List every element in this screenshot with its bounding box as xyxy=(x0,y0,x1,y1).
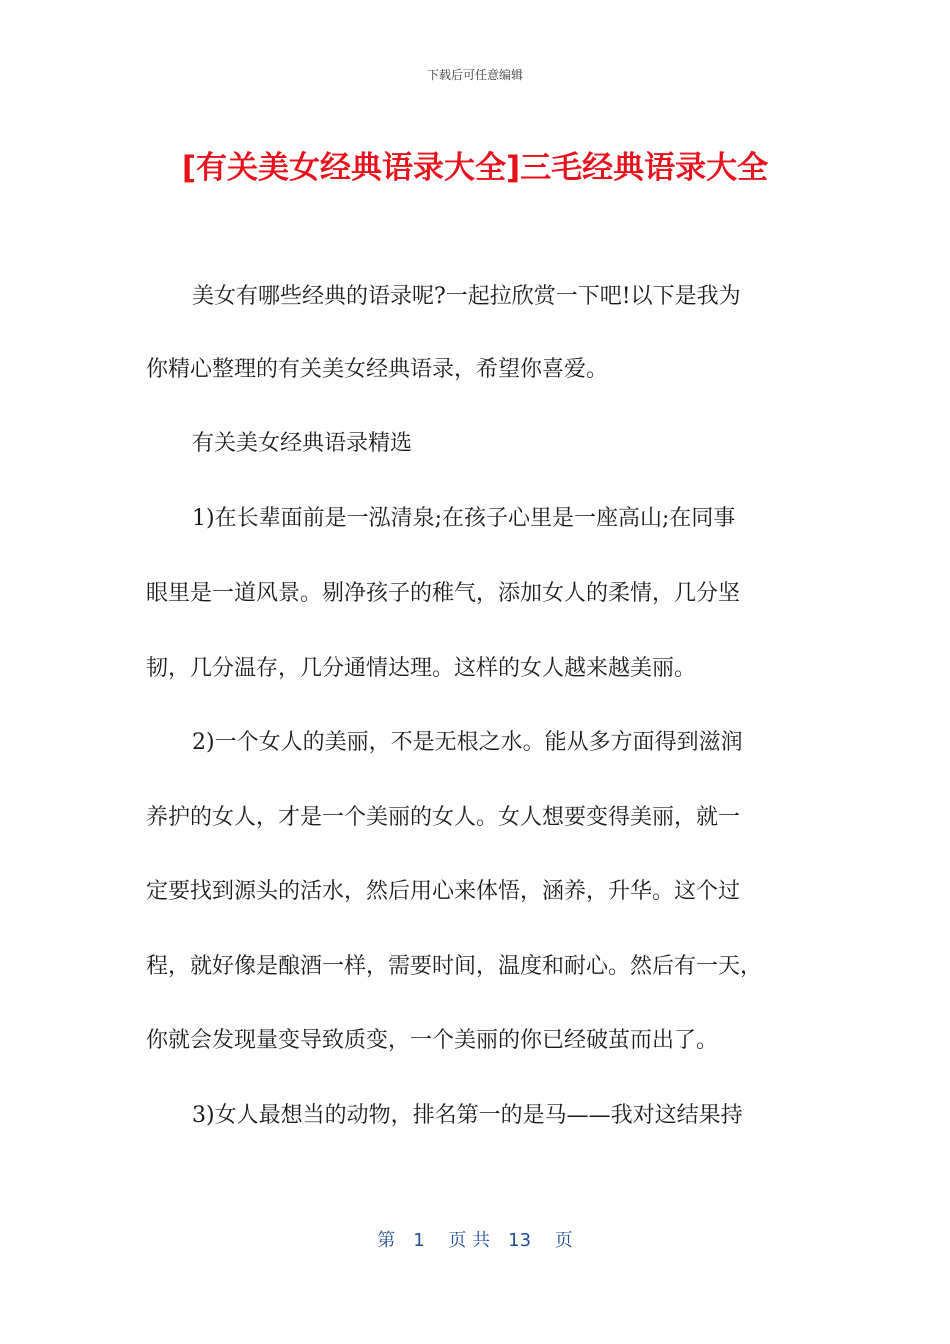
paragraph-line: 你精心整理的有关美女经典语录，希望你喜爱。 xyxy=(146,357,609,382)
paragraph-line: 美女有哪些经典的语录呢?一起拉欣赏一下吧!以下是我为 xyxy=(192,284,741,309)
paragraph-line: 定要找到源头的活水，然后用心来体悟，涵养，升华。这个过 xyxy=(146,879,741,904)
header-note: 下载后可任意编辑 xyxy=(426,68,523,82)
section-heading: 有关美女经典语录精选 xyxy=(192,431,413,456)
page-number-footer: 第 1 页 共 13 页 xyxy=(377,1230,573,1251)
paragraph-line: 你就会发现量变导致质变，一个美丽的你已经破茧而出了。 xyxy=(146,1028,719,1053)
paragraph-line: 3)女人最想当的动物，排名第一的是马——我对这结果持 xyxy=(192,1103,743,1128)
paragraph-line: 程，就好像是酿酒一样，需要时间，温度和耐心。然后有一天， xyxy=(146,954,763,979)
paragraph-line: 1)在长辈面前是一泓清泉;在孩子心里是一座高山;在同事 xyxy=(192,506,736,531)
paragraph-line: 养护的女人，才是一个美丽的女人。女人想要变得美丽，就一 xyxy=(146,805,741,830)
paragraph-line: 眼里是一道风景。剔净孩子的稚气，添加女人的柔情，几分坚 xyxy=(146,581,741,606)
document-title: [有关美女经典语录大全]三毛经典语录大全 xyxy=(181,150,769,186)
paragraph-line: 韧，几分温存，几分通情达理。这样的女人越来越美丽。 xyxy=(146,656,697,681)
paragraph-line: 2)一个女人的美丽，不是无根之水。能从多方面得到滋润 xyxy=(192,730,743,755)
